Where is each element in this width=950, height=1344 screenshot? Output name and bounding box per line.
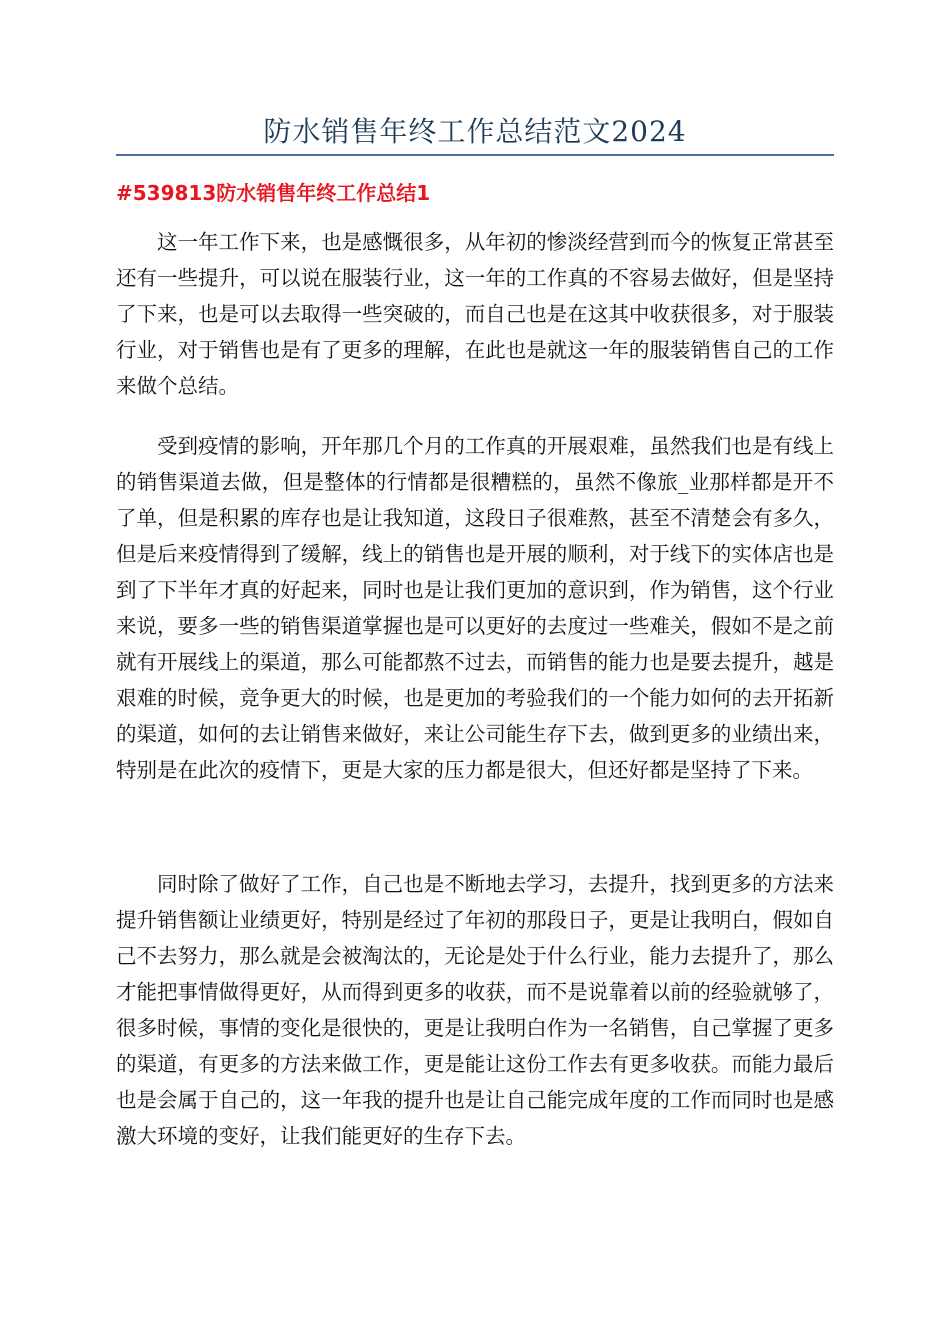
body-paragraph: 受到疫情的影响，开年那几个月的工作真的开展艰难，虽然我们也是有线上的销售渠道去做，但是整体的行情都是很糟糕的，虽然不像旅_业那样都是开不了单，但是积累的库存也是让我知道，这段日子很难熬，甚至不清楚会有多久，但是后来疫情得到了缓解，线上的销售也是开展的顺利，对于线下的实体店也是到了下半年才真的好起来，同时也是让我们更加的意识到，作为销售，这个行业来说，要多一些的销售渠道掌握也是可以更好的去度过一些难关，假如不是之前就有开展线上的渠道，那么可能都熬不过去，而销售的能力也是要去提升，越是艰难的时候，竞争更大的时候，也是更加的考验我们的一个能力如何的去开拓新的渠道，如何的去让销售来做好，来让公司能生存下去，做到更多的业绩出来，特别是在此次的疫情下，更是大家的压力都是很大，但还好都是坚持了下来。 xyxy=(116,434,834,782)
body-paragraph: 同时除了做好了工作，自己也是不断地去学习，去提升，找到更多的方法来提升销售额让业绩更好，特别是经过了年初的那段日子，更是让我明白，假如自己不去努力，那么就是会被淘汰的，无论是处于什么行业，能力去提升了，那么才能把事情做得更好，从而得到更多的收获，而不是说靠着以前的经验就够了，很多时候，事情的变化是很快的，更是让我明白作为一名销售，自己掌握了更多的渠道，有更多的方法来做工作，更是能让这份工作去有更多收获。而能力最后也是会属于自己的，这一年我的提升也是让自己能完成年度的工作而同时也是感激大环境的变好，让我们能更好的生存下去。 xyxy=(116,872,834,1148)
document-title: 防水销售年终工作总结范文2024 xyxy=(263,115,687,148)
title-underline xyxy=(116,154,834,156)
section-heading: #539813防水销售年终工作总结1 xyxy=(116,181,431,205)
body-paragraph: 这一年工作下来，也是感慨很多，从年初的惨淡经营到而今的恢复正常甚至还有一些提升，可以说在服装行业，这一年的工作真的不容易去做好，但是坚持了下来，也是可以去取得一些突破的，而自己也是在这其中收获很多，对于服装行业，对于销售也是有了更多的理解，在此也是就这一年的服装销售自己的工作来做个总结。 xyxy=(116,230,834,398)
